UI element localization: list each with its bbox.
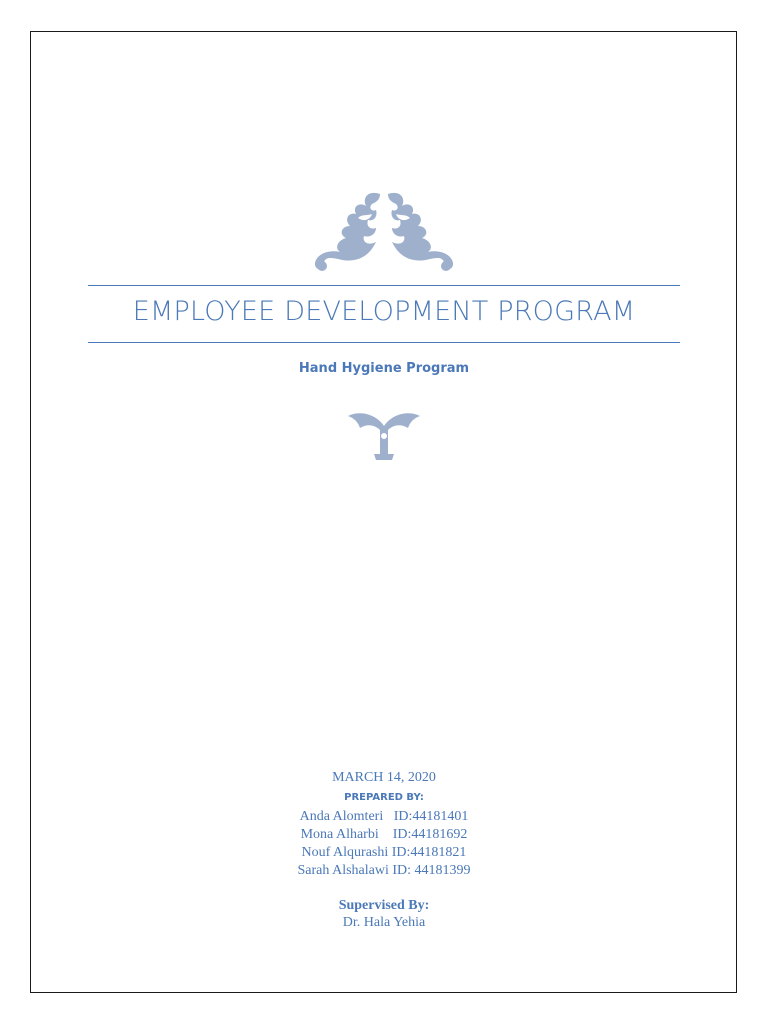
author-line: Sarah Alshalawi ID: 44181399 — [297, 863, 471, 878]
supervisor-name: Dr. Hala Yehia — [342, 915, 426, 930]
prepared-by-label: PREPARED BY: — [344, 792, 424, 803]
floral-scroll-icon — [310, 188, 458, 274]
author-line: Mona Alharbi ID:44181692 — [300, 827, 468, 842]
author-line: Nouf Alqurashi ID:44181821 — [301, 845, 467, 860]
author-line: Anda Alomteri ID:44181401 — [299, 809, 469, 824]
fleuron-icon — [344, 406, 424, 462]
supervised-by-label: Supervised By: — [338, 898, 430, 913]
document-date: MARCH 14, 2020 — [332, 770, 436, 785]
document-subtitle: Hand Hygiene Program — [298, 361, 470, 376]
document-title: EMPLOYEE DEVELOPMENT PROGRAM — [132, 296, 636, 327]
title-rule-bottom — [88, 342, 680, 343]
author-list — [0, 808, 768, 880]
title-rule-top — [88, 285, 680, 286]
